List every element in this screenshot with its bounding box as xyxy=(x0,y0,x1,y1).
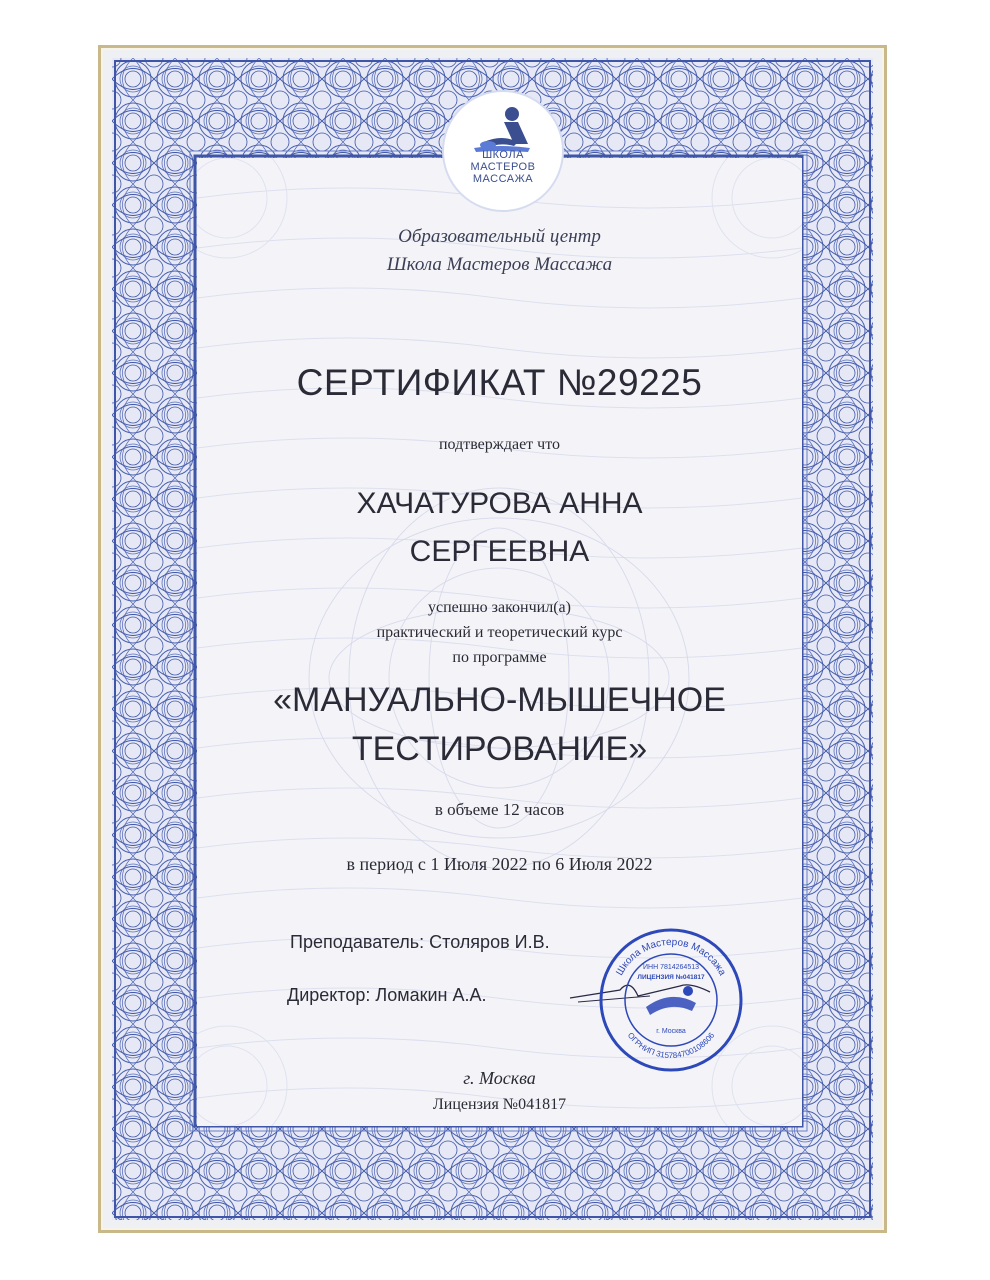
completed-line3: по программе xyxy=(452,649,547,666)
confirms-text: подтверждает что xyxy=(438,436,560,453)
stamp-city: г. Москва xyxy=(656,1028,686,1035)
organization-line1: Образовательный центр xyxy=(398,226,601,247)
certificate-title: СЕРТИФИКАТ №29225 xyxy=(296,362,703,403)
organization-line2: Школа Мастеров Массажа xyxy=(386,254,613,275)
teacher-signature-line: Преподаватель: Столяров И.В. xyxy=(290,932,550,952)
stamp-outer-text: Школа Мастеров Массажа xyxy=(614,936,728,978)
stamp-license: ЛИЦЕНЗИЯ №041817 xyxy=(637,974,705,981)
completed-line2: практический и теоретический курс xyxy=(376,624,623,641)
license-number: Лицензия №041817 xyxy=(432,1096,567,1113)
school-logo xyxy=(442,90,564,212)
logo-text-line1: ШКОЛА xyxy=(482,149,524,161)
official-stamp xyxy=(596,925,746,1075)
course-volume: в объеме 12 часов xyxy=(434,800,565,819)
completed-line1: успешно закончил(а) xyxy=(428,599,571,616)
stamp-ogrnip: ОГРНИП 315784700108606 xyxy=(625,1030,717,1061)
logo-text-line3: МАССАЖА xyxy=(472,173,534,185)
course-title-line2: ТЕСТИРОВАНИЕ» xyxy=(351,730,648,768)
course-period: в период с 1 Июля 2022 по 6 Июля 2022 xyxy=(346,854,653,874)
recipient-name-line1: ХАЧАТУРОВА АННА xyxy=(356,487,643,520)
city: г. Москва xyxy=(463,1068,536,1088)
recipient-name-line2: СЕРГЕЕВНА xyxy=(409,535,590,568)
course-title-line1: «МАНУАЛЬНО-МЫШЕЧНОЕ xyxy=(273,681,726,719)
stamp-inn: ИНН 7814264513 xyxy=(642,964,700,971)
director-signature-line: Директор: Ломакин А.А. xyxy=(287,985,487,1005)
logo-text-line2: МАСТЕРОВ xyxy=(470,161,536,173)
